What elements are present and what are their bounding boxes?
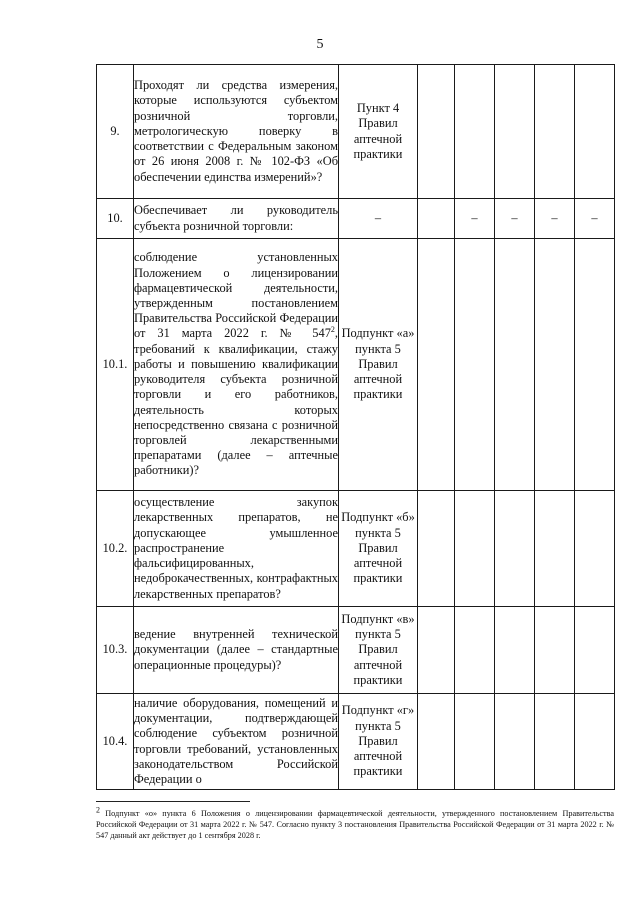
answer-cell-extra — [535, 491, 575, 607]
answer-cell-no — [455, 65, 495, 199]
question-text: соблюдение установленных Положением о лицензировании фармацевтической деятельности, утвержденным постановлением Правительства Российской Федерации от 31 марта 2022 г. № 547 — [134, 250, 338, 341]
table-row — [97, 239, 615, 491]
row-number: 10. — [97, 199, 134, 239]
row-question: наличие оборудования, помещений и документации, подтверждающей соблюдение субъектом розничной торговли требований, установленных законодательством Российской Федерации о — [134, 694, 339, 790]
checklist-table — [96, 64, 615, 790]
row-number: 9. — [97, 65, 134, 199]
row-question — [134, 239, 339, 491]
row-question: осуществление закупок лекарственных препаратов, не допускающее умышленное распространение фальсифицированных, недоброкачественных, контрафактных лекарственных препаратов? — [134, 491, 339, 607]
answer-cell-no — [455, 491, 495, 607]
table-row — [97, 65, 615, 199]
footnote-ref: 2 — [330, 325, 335, 335]
footnote-marker: 2 — [96, 805, 100, 815]
answer-cell-no — [455, 239, 495, 491]
answer-cell-comment — [575, 607, 615, 694]
page-number: 5 — [316, 37, 324, 52]
answer-cell-na: – — [495, 199, 535, 239]
footnote — [96, 805, 614, 841]
answer-cell-na — [495, 239, 535, 491]
answer-cell-no — [455, 607, 495, 694]
answer-cell-extra — [535, 239, 575, 491]
answer-cell-no: – — [455, 199, 495, 239]
row-reference: Подпункт «б» пункта 5 Правил аптечной практики — [339, 491, 418, 607]
answer-cell-na — [495, 607, 535, 694]
row-number: 10.2. — [97, 491, 134, 607]
table-row — [97, 607, 615, 694]
table-row — [97, 491, 615, 607]
answer-cell-extra — [535, 65, 575, 199]
footnote-text: Подпункт «о» пункта 6 Положения о лицензировании фармацевтической деятельности, утвержденного постановлением Правительства Российской Федерации от 31 марта 2022 г. № 547. Согласно пункту 3 постановления Правительства Российской Федерации от 31 марта 2022 г. № 547 данный акт действует до 1 сентября 2028 г. — [96, 809, 614, 840]
answer-cell-comment — [575, 65, 615, 199]
row-question: ведение внутренней технической документации (далее – стандартные операционные процедуры)? — [134, 607, 339, 694]
answer-cell-yes — [418, 199, 455, 239]
answer-cell-no — [455, 694, 495, 790]
row-question: Проходят ли средства измерения, которые используются субъектом розничной торговли, метрологическую поверку в соответствии с Федеральным законом от 26 июня 2008 г. № 102-ФЗ «Об обеспечении единства измерений»? — [134, 65, 339, 199]
row-reference: – — [339, 199, 418, 239]
row-reference: Подпункт «в» пункта 5 Правил аптечной практики — [339, 607, 418, 694]
answer-cell-na — [495, 491, 535, 607]
answer-cell-comment — [575, 239, 615, 491]
answer-cell-comment: – — [575, 199, 615, 239]
answer-cell-extra: – — [535, 199, 575, 239]
answer-cell-comment — [575, 694, 615, 790]
row-number: 10.4. — [97, 694, 134, 790]
footnote-separator — [96, 801, 250, 802]
answer-cell-yes — [418, 491, 455, 607]
answer-cell-extra — [535, 694, 575, 790]
row-number: 10.1. — [97, 239, 134, 491]
answer-cell-comment — [575, 491, 615, 607]
answer-cell-na — [495, 65, 535, 199]
row-question: Обеспечивает ли руководитель субъекта розничной торговли: — [134, 199, 339, 239]
table-row — [97, 694, 615, 790]
row-reference: Подпункт «а» пункта 5 Правил аптечной практики — [339, 239, 418, 491]
row-reference: Пункт 4 Правил аптечной практики — [339, 65, 418, 199]
question-text-continued: , требований к квалификации, стажу работы и повышению квалификации руководителя субъекта розничной торговли и его работников, деятельность которых непосредственно связана с розничной торговлей лекарственными препаратами (далее – аптечные работники)? — [134, 326, 338, 478]
answer-cell-na — [495, 694, 535, 790]
answer-cell-yes — [418, 607, 455, 694]
answer-cell-yes — [418, 65, 455, 199]
answer-cell-yes — [418, 239, 455, 491]
answer-cell-yes — [418, 694, 455, 790]
row-reference: Подпункт «г» пункта 5 Правил аптечной практики — [339, 694, 418, 790]
row-number: 10.3. — [97, 607, 134, 694]
answer-cell-extra — [535, 607, 575, 694]
table-row — [97, 199, 615, 239]
